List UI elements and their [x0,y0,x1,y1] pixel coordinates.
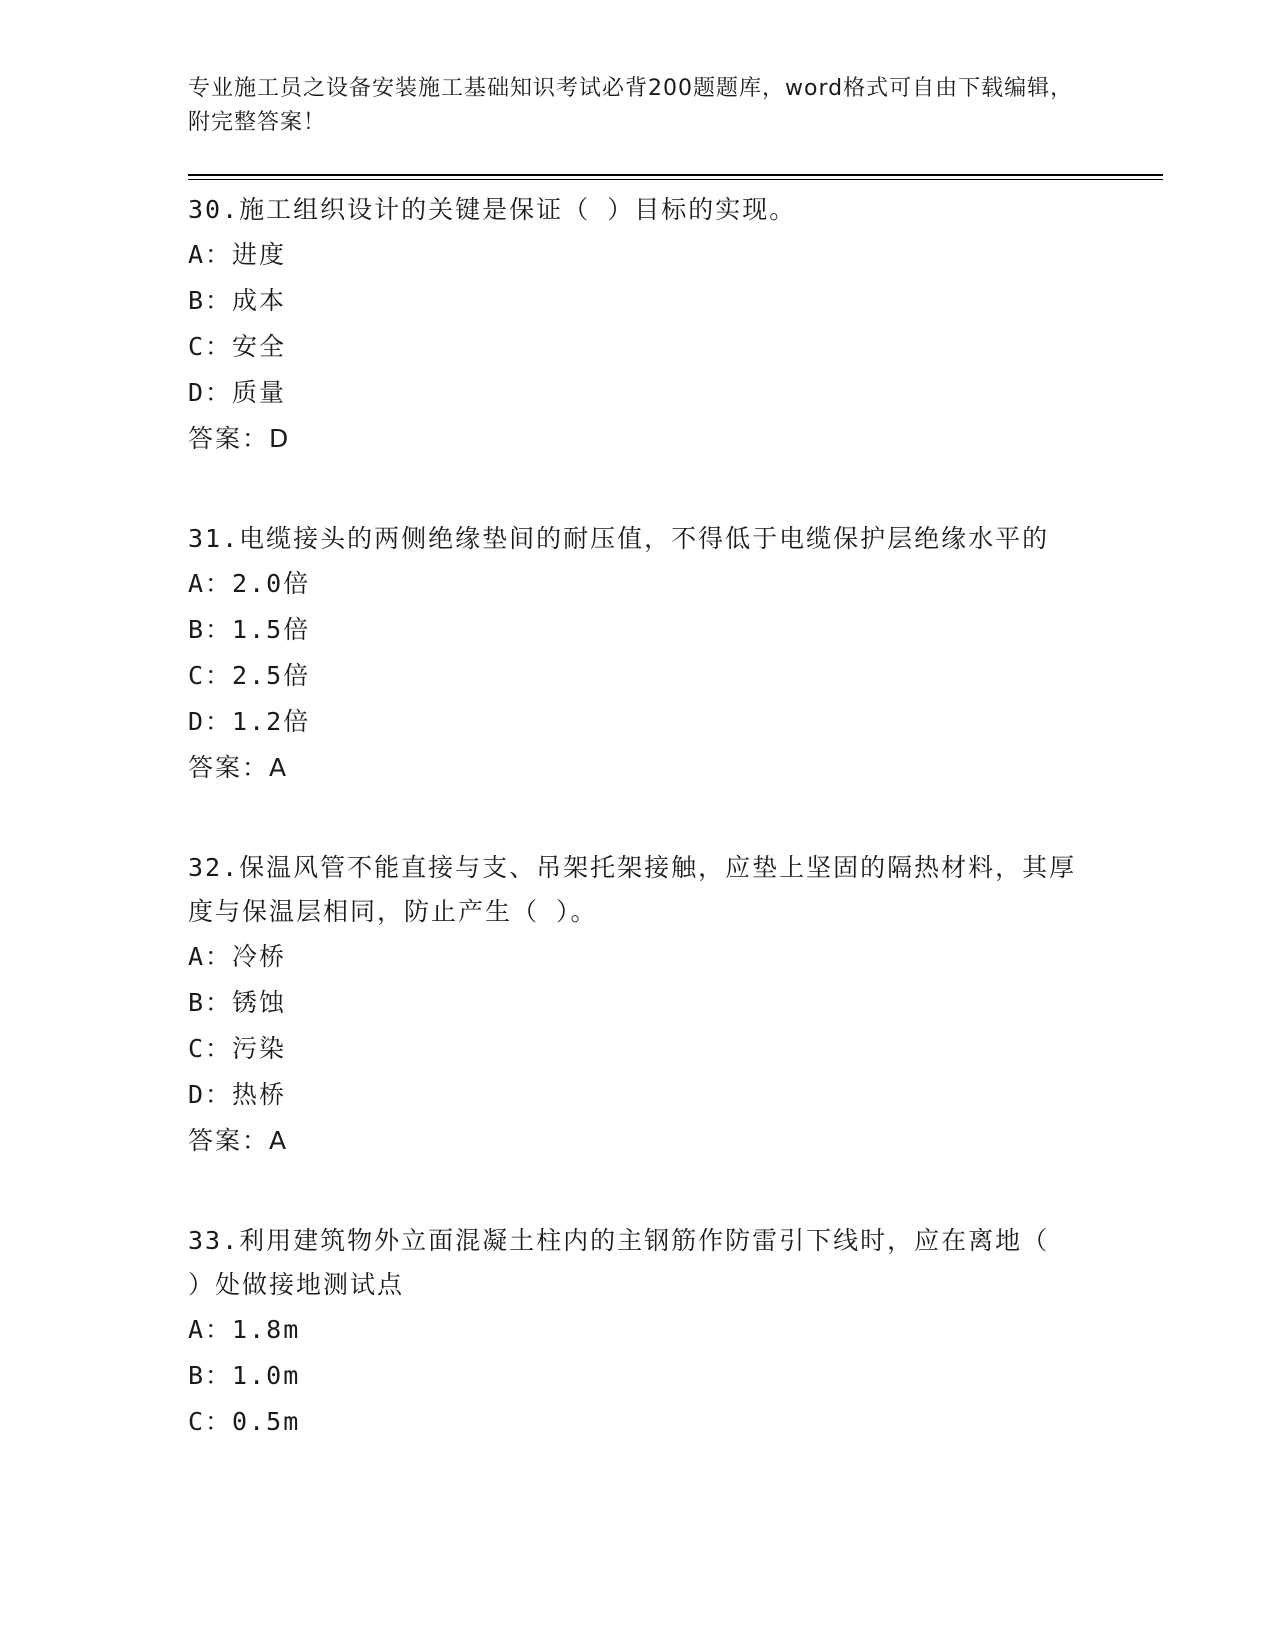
option-d: D：热桥 [188,1080,287,1109]
document-header: 专业施工员之设备安装施工基础知识考试必背200题题库，word格式可自由下载编辑，附完整答案！ [188,76,1074,135]
question-text: 32.保温风管不能直接与支、吊架托架接触，应垫上坚固的隔热材料，其厚度与保温层相同，防止产生（ ）。 [188,853,1077,926]
question-text: 31.电缆接头的两侧绝缘垫间的耐压值，不得低于电缆保护层绝缘水平的 [188,524,1050,553]
option-d: D：质量 [188,378,287,407]
option-c: C：0.5m [188,1407,301,1436]
option-b: B：成本 [188,286,287,315]
option-a: A：1.8m [188,1315,301,1344]
option-b: B：锈蚀 [188,988,287,1017]
answer: 答案：A [188,753,289,782]
option-c: C：污染 [188,1034,287,1063]
question-32 [188,846,1163,1164]
option-d: D：1.2倍 [188,707,311,736]
divider-thin [188,179,1163,180]
option-c: C：安全 [188,332,287,361]
question-31 [188,517,1163,791]
option-a: A：进度 [188,240,287,269]
document-page [188,72,1163,1445]
question-text: 30.施工组织设计的关键是保证（ ）目标的实现。 [188,195,797,224]
question-30 [188,188,1163,462]
question-text: 33.利用建筑物外立面混凝土柱内的主钢筋作防雷引下线时，应在离地（ ）处做接地测试点 [188,1226,1050,1299]
option-a: A：2.0倍 [188,569,311,598]
header-divider [188,174,1163,180]
option-a: A：冷桥 [188,942,287,971]
divider-thick [188,174,1163,176]
option-b: B：1.0m [188,1361,301,1390]
option-b: B：1.5倍 [188,615,311,644]
option-c: C：2.5倍 [188,661,311,690]
answer: 答案：A [188,1126,289,1155]
answer: 答案：D [188,424,291,453]
question-33 [188,1219,1163,1445]
